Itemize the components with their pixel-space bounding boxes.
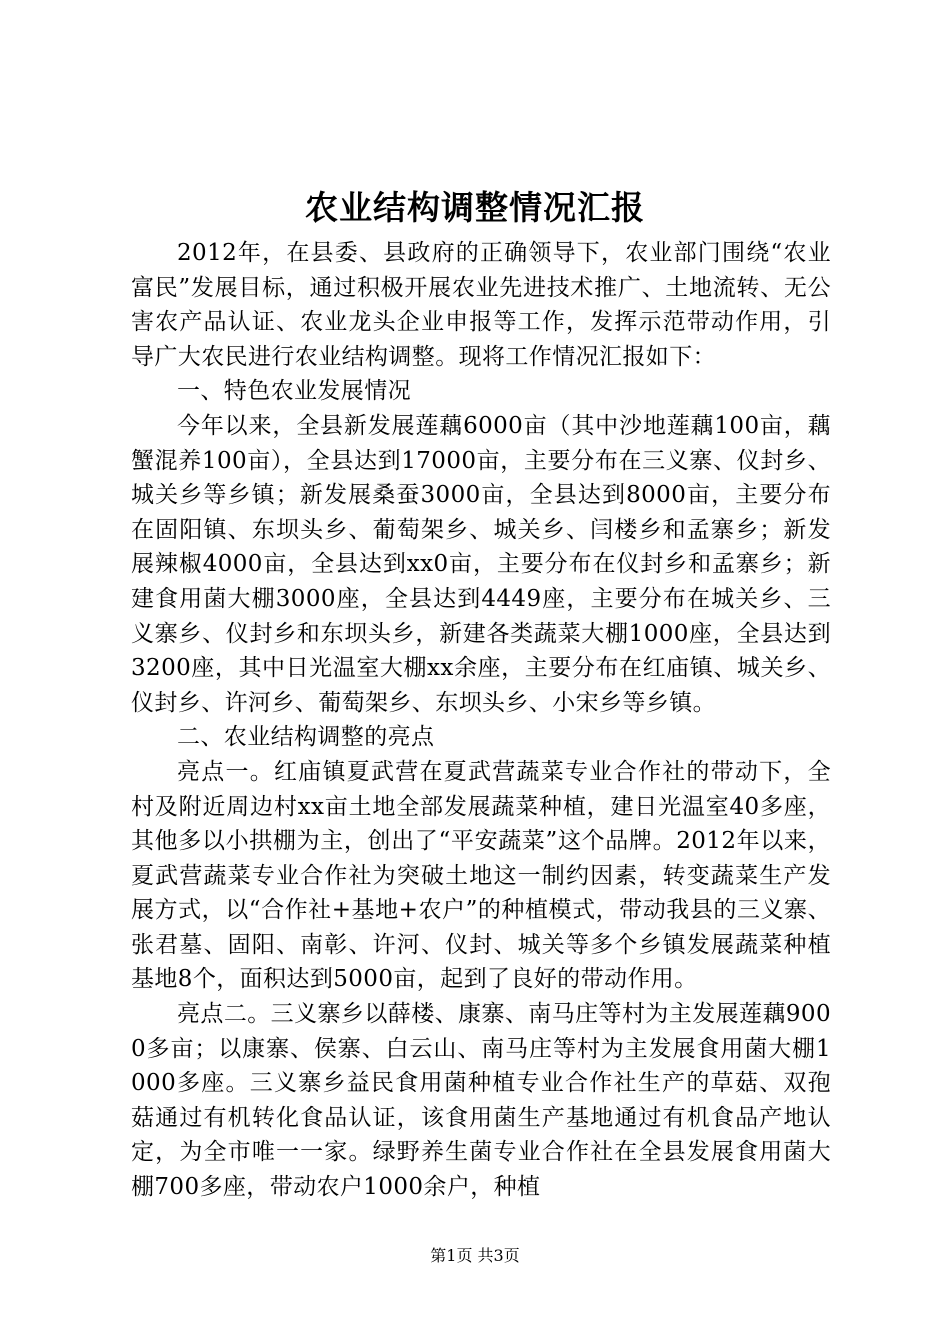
document-title: 农业结构调整情况汇报 [305,188,645,227]
page-footer: 第1页 共3页 [430,1246,520,1265]
section1-heading: 一、特色农业发展情况 [177,378,411,405]
intro-paragraph: 2012年，在县委、县政府的正确领导下，农业部门围绕“农业富民”发展目标，通过积极开展农业先进技术推广、土地流转、无公害农产品认证、农业龙头企业申报等工作，发挥示范带动作用，引导广大农民进行农业结构调整。现将工作情况汇报如下： [131,240,831,370]
highlight1-paragraph: 亮点一。红庙镇夏武营在夏武营蔬菜专业合作社的带动下，全村及附近周边村xx亩土地全部发展蔬菜种植，建日光温室40多座，其他多以小拱棚为主，创出了“平安蔬菜”这个品牌。2012年以来，夏武营蔬菜专业合作社为突破土地这一制约因素，转变蔬菜生产发展方式，以“合作社+基地+农户”的种植模式，带动我县的三义寨、张君墓、固阳、南彰、许河、仪封、城关等多个乡镇发展蔬菜种植基地8个，面积达到5000亩，起到了良好的带动作用。 [131,758,831,993]
document-body [131,236,831,1205]
highlight2-paragraph: 亮点二。三义寨乡以薛楼、康寨、南马庄等村为主发展莲藕9000多亩；以康寨、侯寨、白云山、南马庄等村为主发展食用菌大棚1000多座。三义寨乡益民食用菌种植专业合作社生产的草菇、双孢菇通过有机转化食品认证，该食用菌生产基地通过有机食品产地认定，为全市唯一一家。绿野养生菌专业合作社在全县发展食用菌大棚700多座，带动农户1000余户，种植 [131,1001,831,1201]
section1-paragraph: 今年以来，全县新发展莲藕6000亩（其中沙地莲藕100亩，藕蟹混养100亩），全县达到17000亩，主要分布在三义寨、仪封乡、城关乡等乡镇；新发展桑蚕3000亩，全县达到8000亩，主要分布在固阳镇、东坝头乡、葡萄架乡、城关乡、闫楼乡和孟寨乡；新发展辣椒4000亩，全县达到xx0亩，主要分布在仪封乡和孟寨乡；新建食用菌大棚3000座，全县达到4449座，主要分布在城关乡、三义寨乡、仪封乡和东坝头乡，新建各类蔬菜大棚1000座，全县达到3200座，其中日光温室大棚xx余座，主要分布在红庙镇、城关乡、仪封乡、许河乡、葡萄架乡、东坝头乡、小宋乡等乡镇。 [131,412,831,716]
section2-heading: 二、农业结构调整的亮点 [177,724,435,751]
